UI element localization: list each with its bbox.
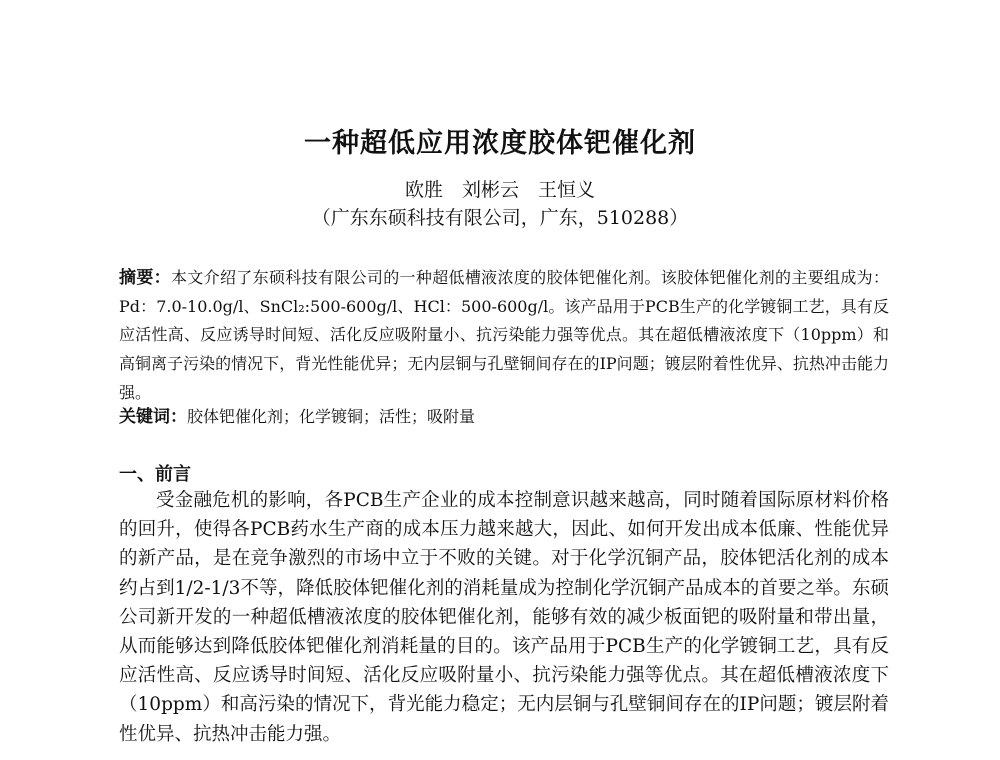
author-affiliation: （广东东硕科技有限公司，广东，510288） <box>311 207 689 229</box>
paper-title: 一种超低应用浓度胶体钯催化剂 <box>304 128 696 159</box>
section-heading: 一、前言 <box>119 464 191 485</box>
keywords-block <box>119 404 889 430</box>
keywords-label: 关键词： <box>119 407 187 427</box>
author-list: 欧胜 刘彬云 王恒义 <box>404 179 595 201</box>
abstract-label: 摘要： <box>119 268 171 288</box>
keywords-text: 胶体钯催化剂；化学镀铜；活性；吸附量 <box>187 407 476 426</box>
abstract-block <box>119 264 889 408</box>
abstract-text: 本文介绍了东硕科技有限公司的一种超低槽液浓度的胶体钯催化剂。该胶体钯催化剂的主要组成为：Pd：7.0-10.0g/l、SnCl₂:500-600g/l、HCl：500-600g/l。该产品用于PCB生产的化学镀铜工艺，具有反应活性高、反应诱导时间短、活化反应吸附量小、抗污染能力强等优点。其在超低槽液浓度下（10ppm）和高铜离子污染的情况下，背光性能优异；无内层铜与孔壁铜间存在的IP问题；镀层附着性优异、抗热冲击能力强。 <box>119 268 889 402</box>
intro-paragraph: 受金融危机的影响，各PCB生产企业的成本控制意识越来越高，同时随着国际原材料价格的回升，使得各PCB药水生产商的成本压力越来越大，因此、如何开发出成本低廉、性能优异的新产品，是在竞争激烈的市场中立于不败的关键。对于化学沉铜产品，胶体钯活化剂的成本约占到1/2-1/3不等，降低胶体钯催化剂的消耗量成为控制化学沉铜产品成本的首要之举。东硕公司新开发的一种超低槽液浓度的胶体钯催化剂，能够有效的减少板面钯的吸附量和带出量，从而能够达到降低胶体钯催化剂消耗量的目的。该产品用于PCB生产的化学镀铜工艺，具有反应活性高、反应诱导时间短、活化反应吸附量小、抗污染能力强等优点。其在超低槽液浓度下（10ppm）和高污染的情况下，背光能力稳定；无内层铜与孔壁铜间存在的IP问题；镀层附着性优异、抗热冲击能力强。 <box>119 490 889 745</box>
